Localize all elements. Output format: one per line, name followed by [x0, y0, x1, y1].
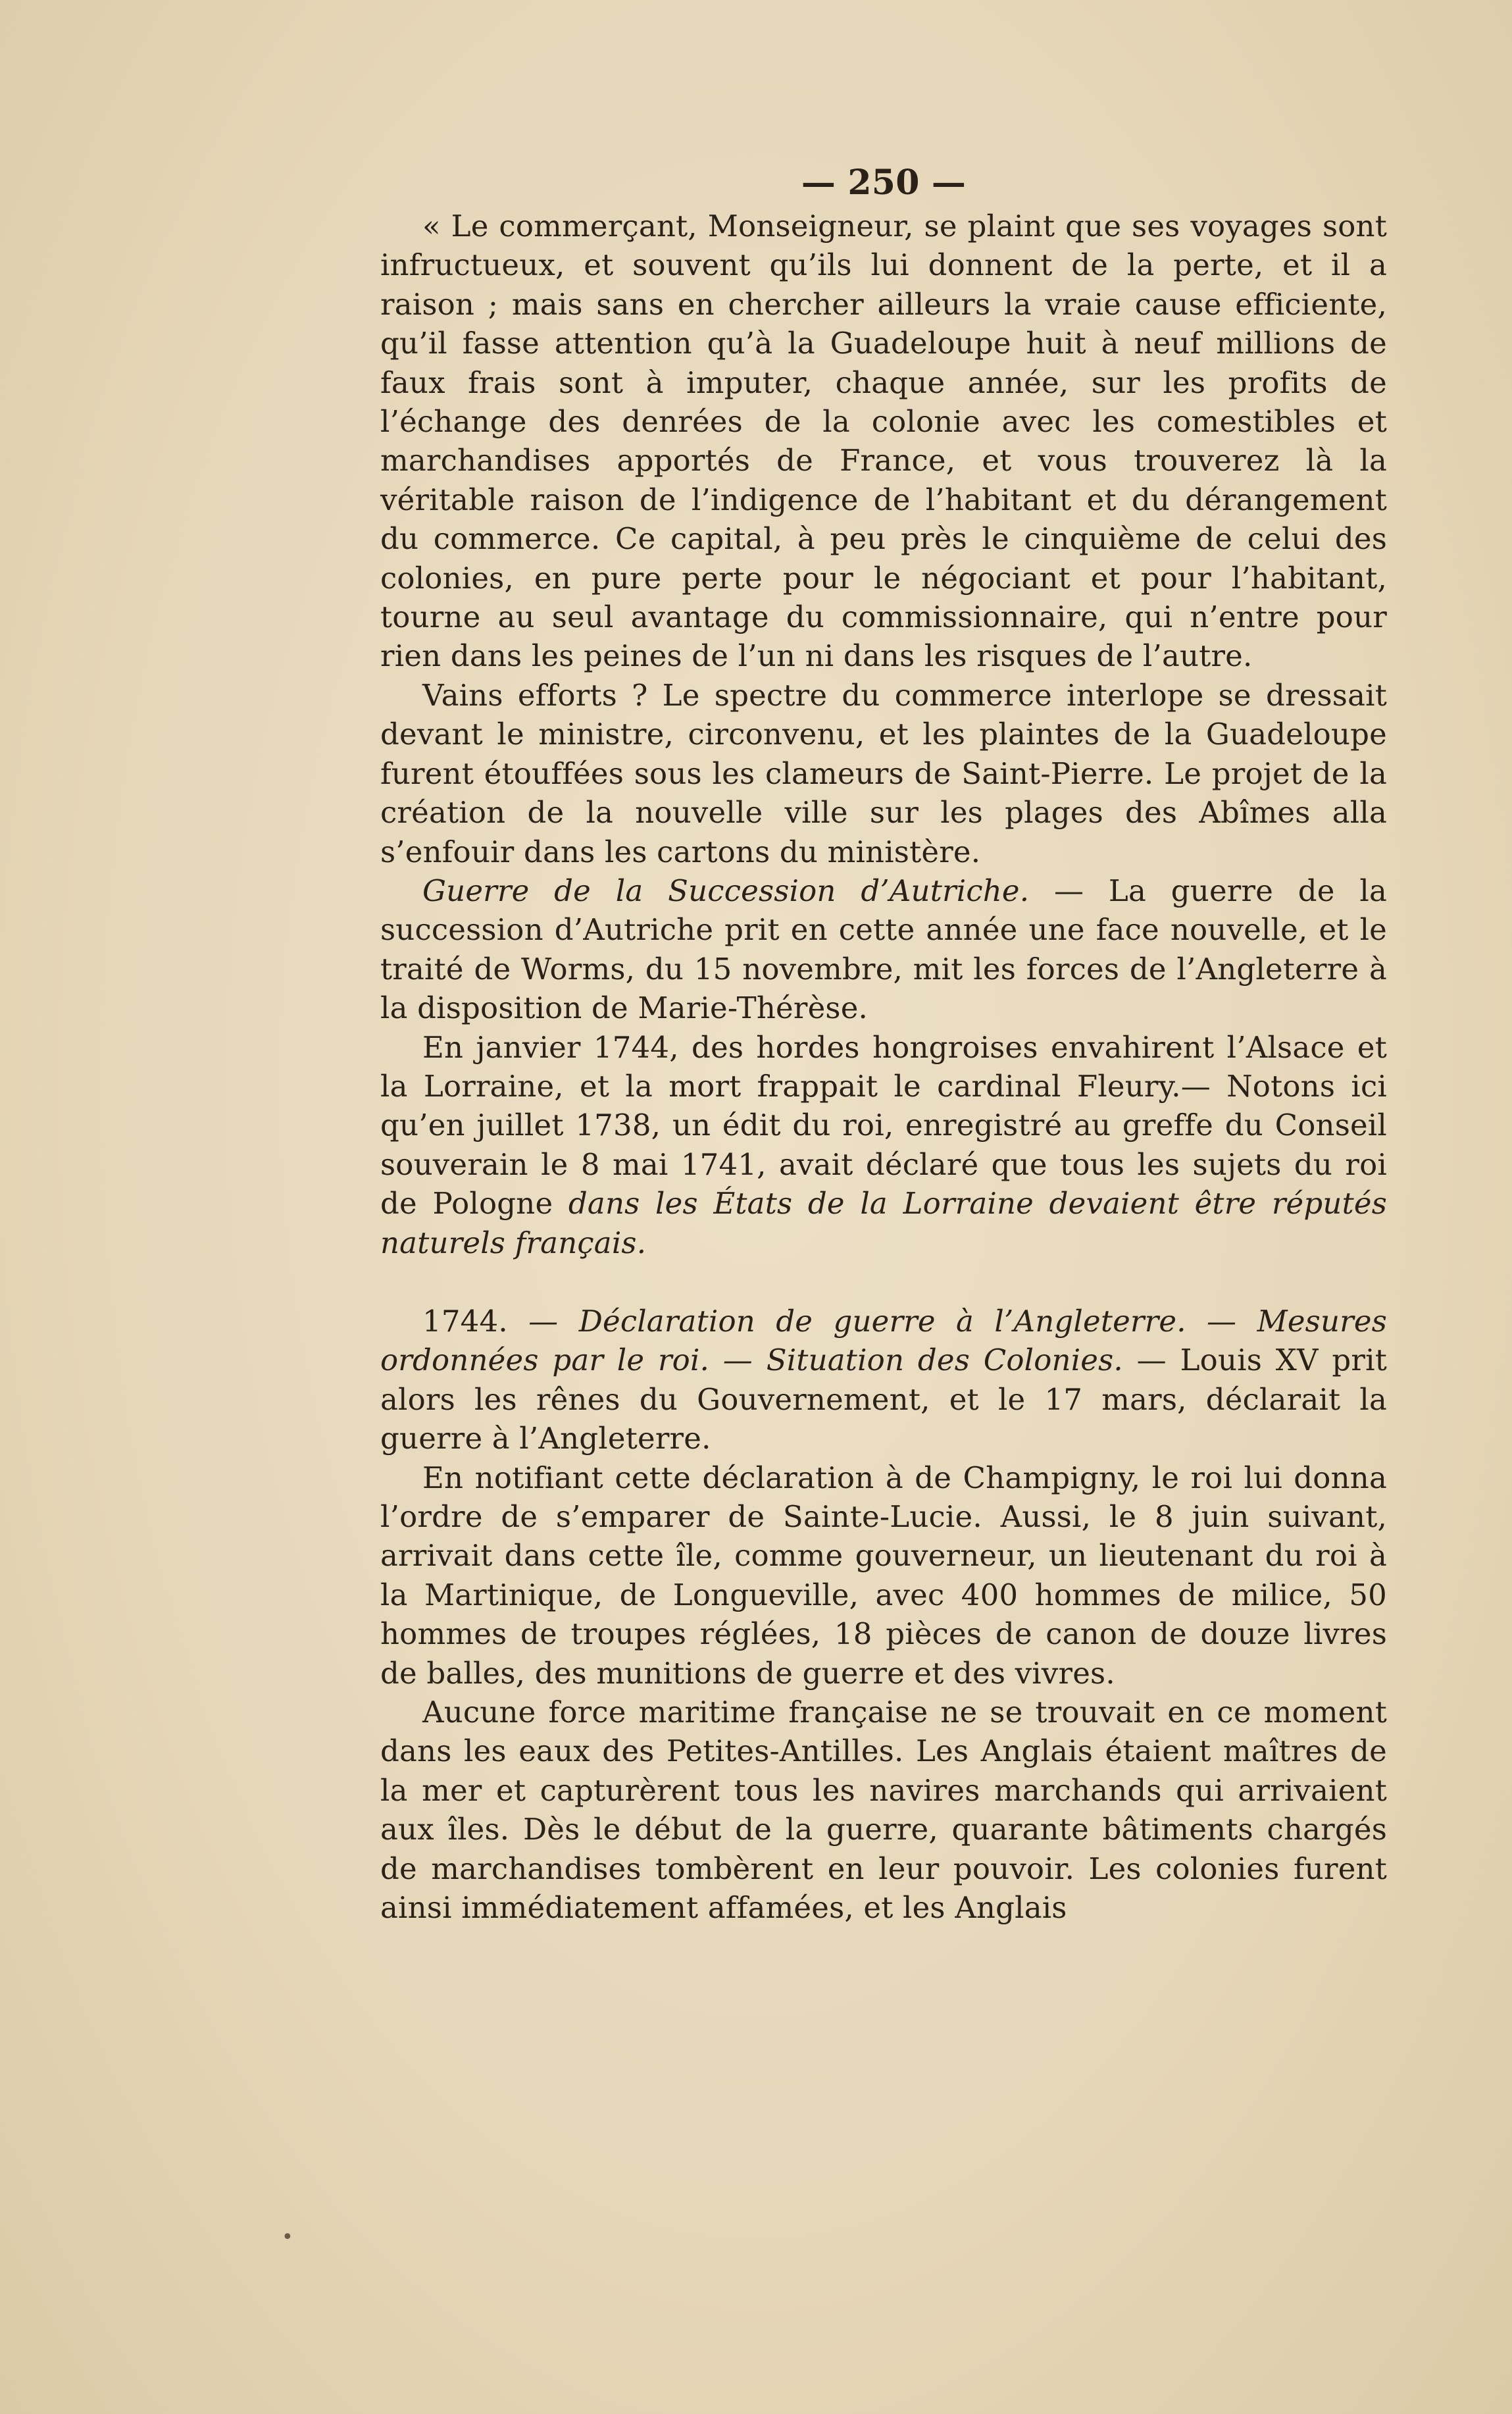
- section-gap: [380, 1262, 1387, 1302]
- paragraph-notifiant: En notifiant cette déclaration à de Champigny, le roi lui donna l’ordre de s’emparer de Sainte-Lucie. Aussi, le 8 juin suivant, arrivait dans cette île, comme gouverneur, un lieutenant du roi à la Martinique, de Longueville, avec 400 hommes de milice, 50 hommes de troupes réglées, 18 pièces de canon de douze livres de balles, des munitions de guerre et des vivres.: [380, 1460, 1387, 1691]
- janvier-text: En janvier 1744, des hordes hongroises envahirent l’Alsace et la Lorraine, et la mort frappait le cardinal Fleury.— Notons ici qu’en juillet 1738, un édit du roi, enregistré au greffe du Conseil souverain le 8 mai 1741, avait déclaré que tous les sujets du roi de Pologne: [380, 1029, 1387, 1221]
- section-year: 1744.: [422, 1303, 508, 1339]
- page-text: [380, 162, 1387, 1927]
- ink-speck: •: [282, 2226, 293, 2249]
- section-heading: — Déclaration de guerre à l’Angleterre. — Mesures ordonnées par le roi. — Situation des Colonies.: [380, 1303, 1387, 1378]
- paragraph-succession: [380, 871, 1387, 1028]
- paragraph-1744: [380, 1302, 1387, 1458]
- janvier-italic: dans les États de la Lorraine devaient être réputés naturels français.: [380, 1186, 1387, 1260]
- succession-heading: Guerre de la Succession d’Autriche.: [422, 873, 1030, 908]
- section-text: — Louis XV prit alors les rênes du Gouvernement, et le 17 mars, déclarait la guerre à l’Angleterre.: [380, 1343, 1387, 1456]
- page-number: — 250 —: [801, 163, 967, 203]
- paragraph-commercant: « Le commerçant, Monseigneur, se plaint que ses voyages sont infructueux, et souvent qu’ils lui donnent de la perte, et il a raison ; mais sans en chercher ailleurs la vraie cause efficiente, qu’il fasse attention qu’à la Guadeloupe huit à neuf millions de faux frais sont à imputer, chaque année, sur les profits de l’échange des denrées de la colonie avec les comestibles et marchandises apportés de France, et vous trouverez là la véritable raison de l’indigence de l’habitant et du dérangement du commerce. Ce capital, à peu près le cinquième de celui des colonies, en pure perte pour le négociant et pour l’habitant, tourne au seul avantage du commissionnaire, qui n’entre pour rien dans les peines de l’un ni dans les risques de l’autre.: [380, 209, 1387, 674]
- paragraph-vains-efforts: Vains efforts ? Le spectre du commerce interlope se dressait devant le ministre, circonvenu, et les plaintes de la Guadeloupe furent étouffées sous les clameurs de Saint-Pierre. Le projet de la création de la nouvelle ville sur les plages des Abîmes alla s’enfouir dans les cartons du ministère.: [380, 677, 1387, 869]
- paragraph-janvier: [380, 1028, 1387, 1262]
- paragraph-aucune-force: Aucune force maritime française ne se trouvait en ce moment dans les eaux des Petites-Antilles. Les Anglais étaient maîtres de la mer et capturèrent tous les navires marchands qui arrivaient aux îles. Dès le début de la guerre, quarante bâtiments chargés de marchandises tombèrent en leur pouvoir. Les colonies furent ainsi immédiatement affamées, et les Anglais: [380, 1695, 1387, 1926]
- succession-text: — La guerre de la succession d’Autriche prit en cette année une face nouvelle, et le traité de Worms, du 15 novembre, mit les forces de l’Angleterre à la disposition de Marie-Thérèse.: [380, 873, 1387, 1026]
